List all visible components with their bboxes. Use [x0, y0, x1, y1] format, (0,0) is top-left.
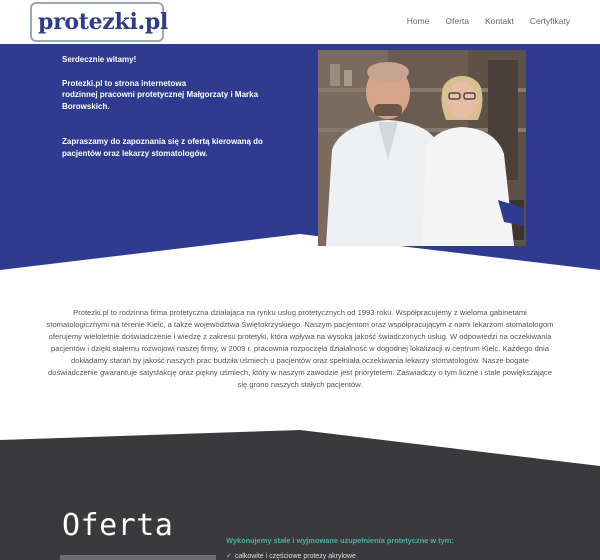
hero-text	[62, 54, 292, 171]
offer-subtitle: Wykonujemy stałe i wyjmowane uzupełnienia protetyczne w tym:	[226, 536, 454, 545]
offer-title: Oferta	[62, 508, 174, 543]
nav-home[interactable]: Home	[406, 16, 430, 26]
offer-image-strip	[60, 555, 216, 560]
hero-greeting: Serdecznie witamy!	[62, 55, 137, 64]
about-text: Protezki.pl to rodzinna firma protetyczna działająca na rynku usług protetycznych od 1993 roku. Współpracujemy z wieloma gabinetami stomatologicznymi na terenie Kielc, a także województwa Świętokrzyskiego. Naszym pacjentom oraz współpracującym z nami lekarzom stomatologom oferujemy wieloletnie doświadczenie i wiedzę z zakresu protetyki, która wpływa na wysoką jakość świadczonych usług. W odpowiedzi na oczekiwania pacjentów i dzięki stałemu rozwojowi naszej firmy, w 2009 r. pracownia rozpoczęła działalność w dogodnej lokalizacji w centrum Kielc. Każdego dnia dokładamy starań by jakość naszych prac budziła uśmiech u pacjentów oraz spełniała oczekiwania lekarzy stomatologów. Nasze bogate doświadczenie gwarantuje satysfakcję oraz piękny uśmiech, który w naszym zawodzie jest priorytetem. Zaświadczy o tym liczne i stale powiększające się grono naszych stałych pacjentów.	[46, 308, 554, 389]
check-icon: ✔	[226, 553, 232, 560]
main-nav	[407, 16, 570, 26]
hero-intro	[62, 78, 292, 113]
nav-kontakt[interactable]: Kontakt	[485, 16, 514, 26]
hero-intro-line-1: Protezki.pl to strona internetowa	[62, 78, 187, 88]
nav-certyfikaty[interactable]: Certyfikaty	[529, 16, 570, 26]
site-logo[interactable]	[30, 2, 168, 42]
hero-intro-line-2: rodzinnej pracowni protetycznej Małgorzaty i Marka Borowskich.	[62, 90, 259, 111]
nav-oferta[interactable]: Oferta	[445, 16, 470, 26]
offer-item-text: całkowite i częściowe protezy akrylowe	[234, 553, 356, 560]
hero-section	[0, 44, 600, 270]
logo-text: protezki.pl	[38, 9, 168, 35]
site-header	[0, 0, 600, 44]
owners-photo	[318, 50, 526, 246]
hero-invite: Zapraszamy do zapoznania się z ofertą kierowaną do pacjentów oraz lekarzy stomatologów.	[62, 137, 263, 158]
offer-list-item	[226, 552, 356, 560]
